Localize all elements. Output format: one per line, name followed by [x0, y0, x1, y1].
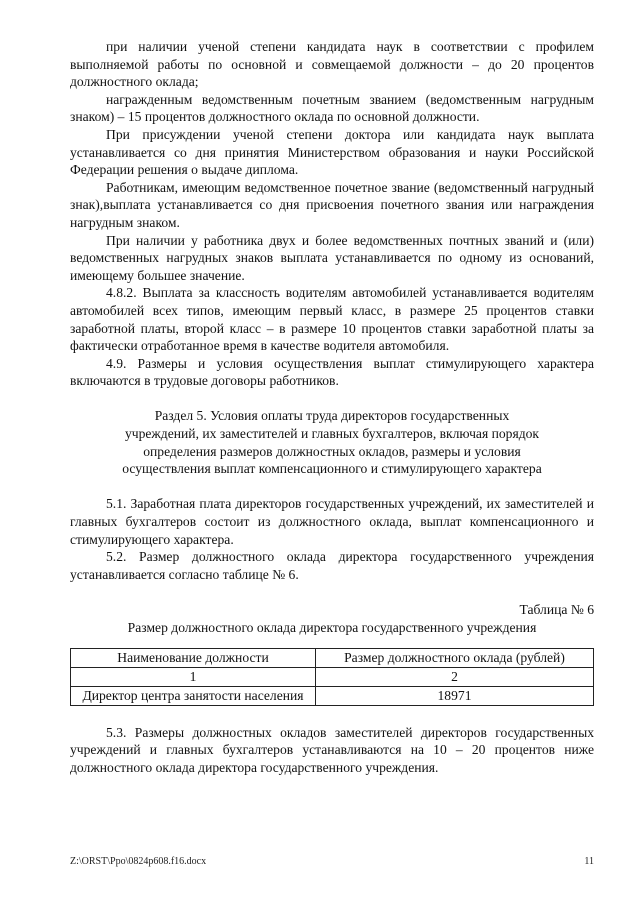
paragraph: 5.3. Размеры должностных окладов заместителей директоров государственных учреждений и главных бухгалтеров устанавливаются на 10 – 20 процентов ниже должностного оклада директора государственного учреждения. [70, 724, 594, 775]
section-heading-line: учреждений, их заместителей и главных бухгалтеров, включая порядок [124, 426, 540, 442]
paragraph: награжденным ведомственным почетным званием (ведомственным нагрудным знаком) – 15 процентов должностного оклада по основной должности. [70, 91, 594, 125]
table-index-row [71, 668, 594, 687]
table-index-cell: 1 [71, 668, 316, 687]
paragraph: 4.8.2. Выплата за классность водителям автомобилей устанавливается водителям автомобилей всех типов, имеющим первый класс, в размере 25 процентов ставки заработной платы, второй класс – в размере 10 процентов ставки заработной платы за фактически отработанное время в качестве водителя автомобиля. [70, 285, 594, 354]
table-cell-salary: 18971 [316, 687, 594, 706]
page-number: 11 [584, 856, 594, 867]
table-header-row [71, 649, 594, 668]
salary-table [70, 648, 594, 706]
paragraph: 5.2. Размер должностного оклада директора государственного учреждения устанавливается согласно таблице № 6. [70, 549, 594, 582]
paragraph: При присуждении ученой степени доктора или кандидата наук выплата устанавливается со дня принятия Министерством образования и науки Российской Федерации решения о выдаче диплома. [70, 126, 594, 178]
table-caption: Размер должностного оклада директора государственного учреждения [127, 619, 537, 635]
table-label: Таблица № 6 [519, 602, 594, 617]
document-page [70, 38, 594, 777]
table-header-cell: Размер должностного оклада (рублей) [316, 649, 594, 668]
table-header-cell: Наименование должности [71, 649, 316, 668]
table-row [71, 687, 594, 706]
file-path: Z:\ORST\Ppo\0824p608.f16.docx [70, 856, 207, 867]
paragraph: При наличии у работника двух и более ведомственных почтных званий и (или) ведомственных нагрудных знаков выплата устанавливается по одному из оснований, имеющему большее значение. [70, 232, 594, 283]
paragraph: при наличии ученой степени кандидата наук в соответствии с профилем выполняемой работы по основной и совмещаемой должности – до 20 процентов должностного оклада; [70, 39, 594, 90]
section-heading-line: Раздел 5. Условия оплаты труда директоров государственных [154, 408, 510, 424]
table-index-cell: 2 [316, 668, 594, 687]
paragraph: 5.1. Заработная плата директоров государственных учреждений, их заместителей и главных бухгалтеров состоит из должностного оклада, выплат компенсационного и стимулирующего характера. [70, 496, 594, 547]
section-heading-line: определения размеров должностных окладов, размеры и условия [143, 443, 521, 459]
table-cell-position: Директор центра занятости населения [71, 687, 316, 706]
section-heading-line: осуществления выплат компенсационного и стимулирующего характера [122, 461, 542, 477]
section-heading [70, 407, 594, 477]
paragraph: Работникам, имеющим ведомственное почетное звание (ведомственный нагрудный знак),выплата устанавливается со дня присвоения почетного звания или награждения нагрудным знаком. [70, 179, 594, 230]
paragraph: 4.9. Размеры и условия осуществления выплат стимулирующего характера включаются в трудовые договоры работников. [70, 355, 594, 389]
